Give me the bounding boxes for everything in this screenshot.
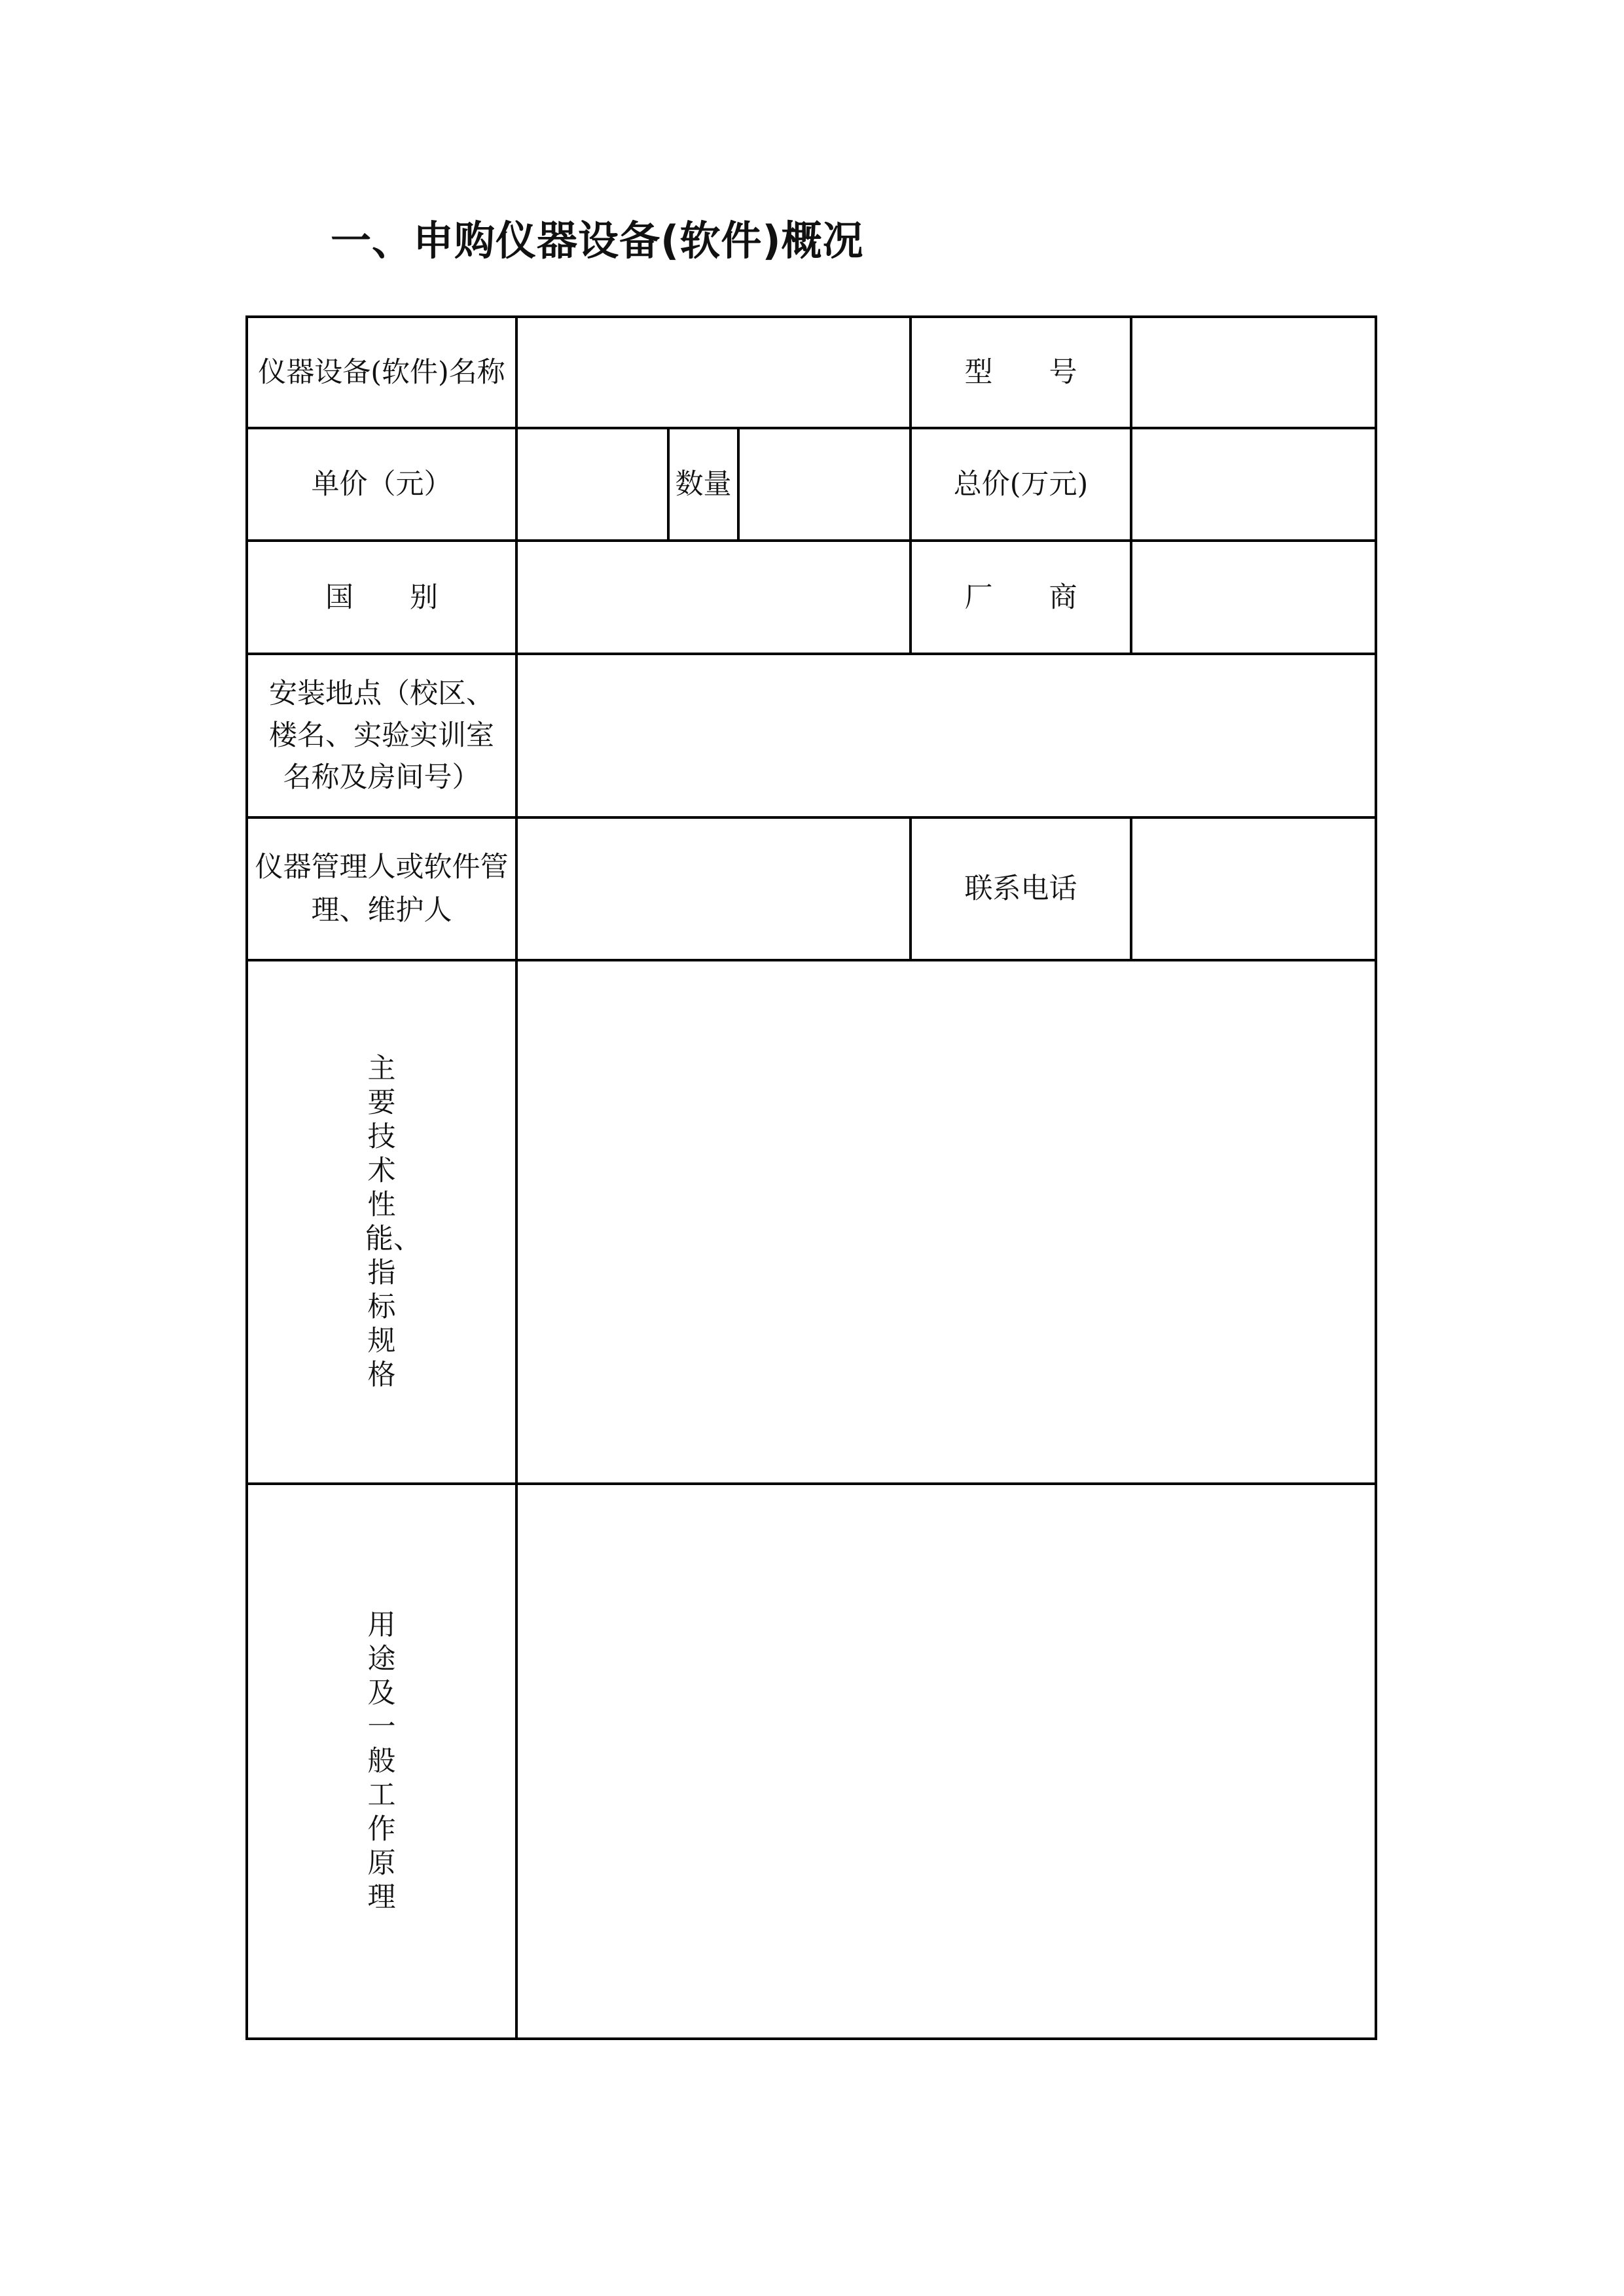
model-label: 型 号 bbox=[964, 356, 1077, 389]
specs-label-text: 主要技术性能、指标规格 bbox=[365, 1052, 422, 1391]
phone-field[interactable] bbox=[1132, 819, 1375, 959]
manufacturer-field[interactable] bbox=[1132, 542, 1375, 653]
name-label: 仪器设备(软件)名称 bbox=[258, 356, 505, 389]
model-field[interactable] bbox=[1132, 318, 1375, 427]
name-field[interactable] bbox=[518, 318, 909, 427]
total-price-label: 总价(万元) bbox=[953, 468, 1089, 501]
unit-price-field[interactable] bbox=[518, 429, 667, 539]
page-title: 一、申购仪器设备(软件)概况 bbox=[331, 217, 864, 264]
usage-label bbox=[248, 1485, 515, 2037]
country-label: 国 别 bbox=[325, 581, 438, 614]
usage-label-text: 用途及一般工作原理 bbox=[367, 1609, 396, 1914]
unit-price-label: 单价（元） bbox=[311, 468, 452, 501]
manager-field[interactable] bbox=[518, 819, 909, 959]
manufacturer-label: 厂 商 bbox=[964, 581, 1077, 614]
phone-label: 联系电话 bbox=[964, 872, 1077, 905]
specs-label bbox=[248, 961, 515, 1482]
specs-field[interactable] bbox=[518, 961, 1375, 1482]
location-field[interactable] bbox=[518, 655, 1375, 816]
quantity-field[interactable] bbox=[740, 429, 909, 539]
location-label: 安装地点（校区、楼名、实验实训室名称及房间号） bbox=[269, 677, 494, 794]
quantity-label: 数量 bbox=[675, 468, 732, 501]
manager-label: 仪器管理人或软件管理、维护人 bbox=[255, 851, 509, 927]
usage-field[interactable] bbox=[518, 1485, 1375, 2037]
total-price-field[interactable] bbox=[1132, 429, 1375, 539]
country-field[interactable] bbox=[518, 542, 909, 653]
